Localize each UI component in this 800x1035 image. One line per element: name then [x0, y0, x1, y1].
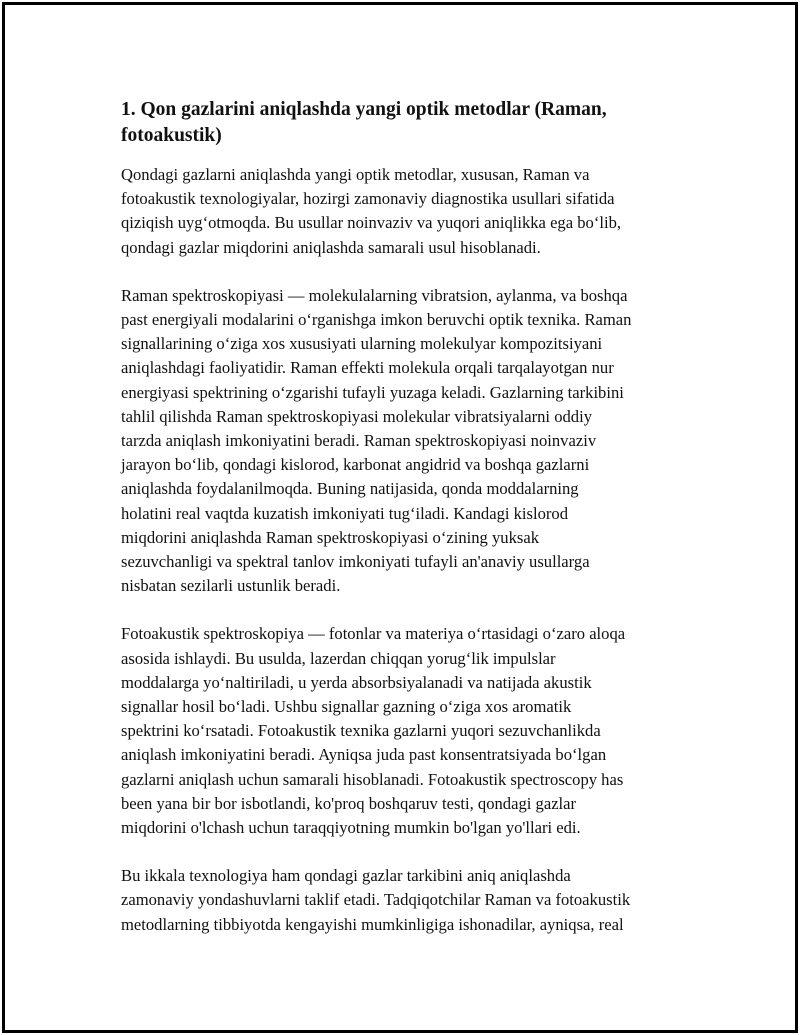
paragraph-photoacoustic: Fotoakustik spektroskopiya — fotonlar va materiya o‘rtasidagi o‘zaro aloqa asosida ishlaydi. Bu usulda, lazerdan chiqqan yorug‘lik impulslar moddalarga yo‘naltiriladi, u yerda absorbsiyalanadi va natijada akustik signallar hosil bo‘ladi. Ushbu signallar gazning o‘ziga xos aromatik spektrini ko‘rsatadi. Fotoakustik texnika gazlarni yuqori sezuvchanlikda aniqlash imkoniyatini beradi. Ayniqsa juda past konsentratsiyada bo‘lgan gazlarni aniqlash uchun samarali hisoblanadi. Fotoakustik spectroscopy has been yana bir bor isbotlandi, ko'proq boshqaruv testi, qondagi gazlar miqdorini o'lchash uchun taraqqiyotning mumkin bo'lgan yo'llari edi.: [121, 624, 626, 838]
document-body: [121, 97, 701, 961]
section-heading: 1. Qon gazlarini aniqlashda yangi optik metodlar (Raman, fotoakustik): [121, 99, 607, 146]
page-frame: [2, 2, 798, 1033]
paragraph-raman: Raman spektroskopiyasi — molekulalarning vibratsion, aylanma, va boshqa past energiyali modalarini o‘rganishga imkon beruvchi optik texnika. Raman signallarining o‘ziga xos xususiyati ularning molekulyar kompozitsiyani aniqlashdagi faoliyatidir. Raman effekti molekula orqali tarqalayotgan nur energiyasi spektrining o‘zgarishi tufayli yuzaga keladi. Gazlarning tarkibini tahlil qilishda Raman spektroskopiyasi molekular vibratsiyalarni oddiy tarzda aniqlash imkoniyatini beradi. Raman spektroskopiyasi noinvaziv jarayon bo‘lib, qondagi kislorod, karbonat angidrid va boshqa gazlarni aniqlashda foydalanilmoqda. Buning natijasida, qonda moddalarning holatini real vaqtda kuzatish imkoniyati tug‘iladi. Kandagi kislorod miqdorini aniqlashda Raman spektroskopiyasi o‘zining yuksak sezuvchanligi va spektral tanlov imkoniyati tufayli an'anaviy usullarga nisbatan sezilarli ustunlik beradi.: [121, 285, 632, 596]
paragraph-conclusion: Bu ikkala texnologiya ham qondagi gazlar tarkibini aniq aniqlashda zamonaviy yondashuvlarni taklif etadi. Tadqiqotchilar Raman va fotoakustik metodlarning tibbiyotda kengayishi mumkinligiga ishonadilar, ayniqsa, real: [121, 866, 631, 934]
paragraph-intro: Qondagi gazlarni aniqlashda yangi optik metodlar, xususan, Raman va fotoakustik texnologiyalar, hozirgi zamonaviy diagnostika usullari sifatida qiziqish uyg‘otmoqda. Bu usullar noinvaziv va yuqori aniqlikka ega bo‘lib, qondagi gazlar miqdorini aniqlashda samarali usul hisoblanadi.: [121, 165, 622, 257]
